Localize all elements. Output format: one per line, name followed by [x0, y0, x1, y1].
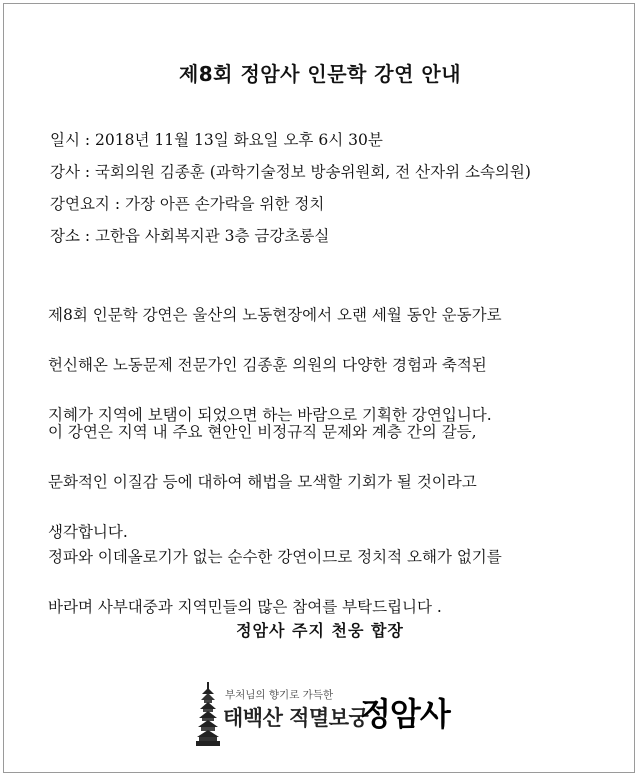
- info-topic: 강연요지 : 가장 아픈 손가락을 위한 정치: [50, 195, 325, 213]
- info-speaker: 강사 : 국회의원 김종훈 (과학기술정보 방송위원회, 전 산자위 소속의원): [50, 163, 531, 181]
- paragraph-line: 바라며 사부대중과 지역민들의 많은 참여를 부탁드립니다 .: [48, 598, 442, 616]
- info-date: 일시 : 2018년 11월 13일 화요일 오후 6시 30분: [50, 131, 383, 149]
- paragraph-line: 정파와 이데올로기가 없는 순수한 강연이므로 정치적 오해가 없기를: [48, 548, 502, 566]
- page-title: 제8회 정암사 인문학 강연 안내: [178, 62, 462, 86]
- paragraph-line: 지혜가 지역에 보탬이 되었으면 하는 바람으로 기획한 강연입니다.: [48, 406, 492, 424]
- paragraph-line: 헌신해온 노동문제 전문가인 김종훈 의원의 다양한 경험과 축적된: [48, 356, 487, 374]
- logo-tagline: 부처님의 향기로 가득한: [225, 689, 334, 701]
- paragraph-line: 이 강연은 지역 내 주요 현안인 비정규직 문제와 계층 간의 갈등,: [48, 423, 477, 441]
- paragraph-line: 문화적인 이질감 등에 대하여 해법을 모색할 기회가 될 것이라고: [48, 473, 477, 491]
- paragraph-line: 생각합니다.: [48, 523, 128, 541]
- info-venue: 장소 : 고한읍 사회복지관 3층 금강초롱실: [50, 227, 330, 245]
- signature: 정암사 주지 천웅 합장: [236, 621, 404, 640]
- logo-name: 정암사: [360, 695, 450, 733]
- pagoda-icon: [195, 682, 221, 746]
- paragraph-line: 제8회 인문학 강연은 울산의 노동현장에서 오랜 세월 동안 운동가로: [48, 306, 502, 324]
- logo-subtitle: 태백산 적멸보궁: [223, 706, 369, 730]
- temple-logo: [195, 682, 465, 750]
